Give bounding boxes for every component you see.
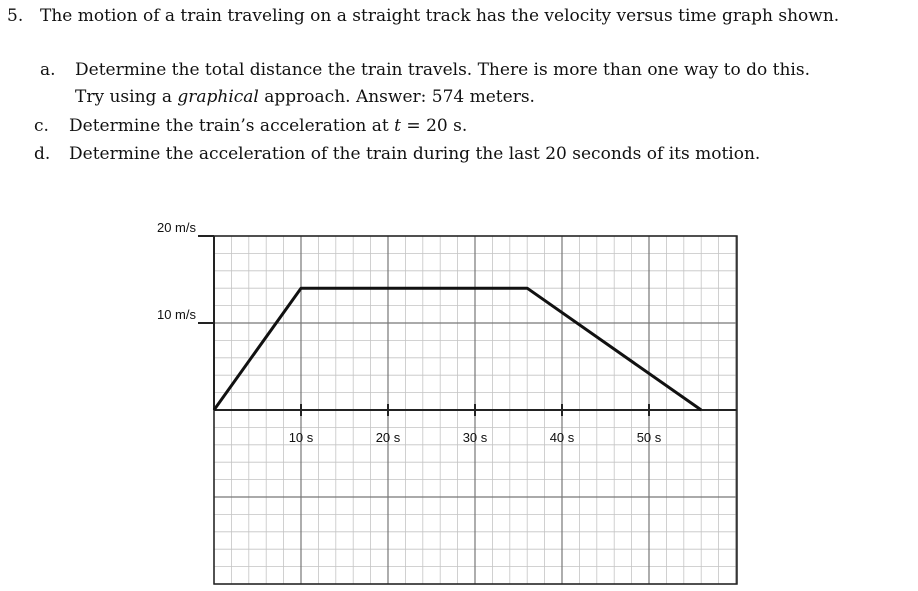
part-d-text: Determine the acceleration of the train during the last 20 seconds of its motion.	[69, 144, 761, 164]
y-tick-label: 10 m/s	[156, 307, 196, 322]
part-a-emphasis: graphical	[177, 87, 259, 107]
part-c-pre: Determine the train’s acceleration at	[69, 116, 395, 136]
part-a-label: a.	[40, 60, 56, 80]
part-a-line2-pre: Try using a	[75, 87, 178, 107]
part-d-label: d.	[34, 144, 51, 164]
x-tick-label: 30 s	[462, 430, 488, 445]
x-tick-label: 50 s	[636, 430, 662, 445]
part-c-post: = 20 s.	[401, 116, 468, 136]
part-c-variable: t	[394, 116, 402, 136]
part-a-line2-post: approach. Answer: 574 meters.	[258, 87, 535, 107]
y-tick-label: 20 m/s	[156, 220, 196, 235]
x-tick-label: 20 s	[375, 430, 401, 445]
x-tick-label: 10 s	[288, 430, 314, 445]
problem-number: 5.	[7, 6, 24, 26]
part-c-label: c.	[34, 116, 49, 136]
part-a-line1: Determine the total distance the train travels. There is more than one way to do this.	[75, 60, 810, 80]
x-tick-label: 40 s	[549, 430, 575, 445]
problem-stem: The motion of a train traveling on a straight track has the velocity versus time graph shown.	[40, 6, 840, 26]
